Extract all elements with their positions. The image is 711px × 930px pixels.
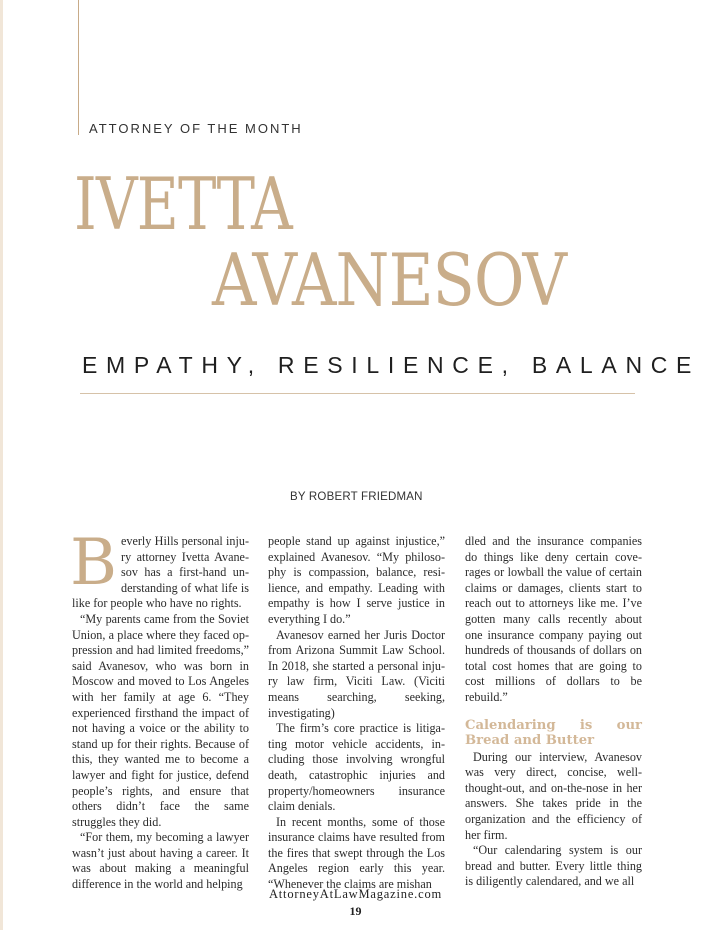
paragraph: dled and the insurance companies do things like deny certain coverages or lowball the value of certain claims or damages, clients start to reach out to attorneys like me. I’ve gotten many calls recently about one insurance company paying out hundreds of thousands of dollars on total cost homes that are going to cost millions of dollars to be rebuild.” [465, 534, 642, 704]
section-kicker: ATTORNEY OF THE MONTH [89, 121, 303, 136]
paragraph: “Our calendaring system is our bread and butter. Every little thing is diligently calendared, and we all [465, 843, 642, 889]
headline-first-name: IVETTA [74, 162, 292, 246]
section-subhead: Calendaring is our Bread and Butter [465, 717, 642, 748]
page-number: 19 [349, 904, 362, 918]
headline-last-name: AVANESOV [212, 238, 567, 322]
byline: BY ROBERT FRIEDMAN [290, 491, 423, 503]
paragraph: “My parents came from the Soviet Union, a place where they faced oppression and had limited freedoms,” said Avanesov, who was born in Moscow and moved to Los Angeles with her family at age 6. “They experienced firsthand the impact of not having a voice or the ability to stand up for their rights. Because of this, they wanted me to become a lawyer and fight for justice, defend people’s rights, and ensure that others didn’t face the same struggles they did. [72, 611, 249, 829]
drop-cap: B [70, 526, 118, 600]
article-column-2 [268, 534, 445, 893]
article-subtitle: EMPATHY, RESILIENCE, BALANCE [82, 352, 701, 378]
page-edge-accent [0, 0, 3, 930]
article-column-3 [465, 534, 642, 890]
article-column-1 [70, 526, 249, 893]
paragraph [70, 526, 249, 612]
subtitle-divider [80, 393, 635, 394]
paragraph: During our interview, Avanesov was very direct, concise, well-thought-out, and on-the-nose in her answers. She takes pride in the organization and the efficiency of her firm. [465, 749, 642, 842]
paragraph: The firm’s core practice is litigating motor vehicle accidents, including those involving wrongful death, catastrophic injuries and property/homeowners insurance claim denials. [268, 721, 445, 814]
kicker-vertical-rule [78, 0, 79, 135]
paragraph: Avanesov earned her Juris Doctor from Arizona Summit Law School. In 2018, she started a personal injury law firm, Viciti Law. (Viciti means searching, seeking, investigating) [268, 627, 445, 720]
paragraph: “For them, my becoming a lawyer wasn’t just about having a career. It was about making a meaningful difference in the world and helping [72, 830, 249, 892]
footer-website: AttorneyAtLawMagazine.com [268, 887, 443, 901]
paragraph: people stand up against injustice,” explained Avanesov. “My philosophy is compassion, balance, resilience, and empathy. Leading with empathy is how I serve justice in everything I do.” [268, 534, 445, 626]
paragraph: In recent months, some of those insurance claims have resulted from the fires that swept through the Los Angeles region early this year. “Whenever the claims are mishan [268, 814, 445, 892]
paragraph-text: everly Hills personal injury attorney Ivetta Avanesov has a first-hand understanding of what life is like for people who have no rights. [72, 534, 249, 611]
